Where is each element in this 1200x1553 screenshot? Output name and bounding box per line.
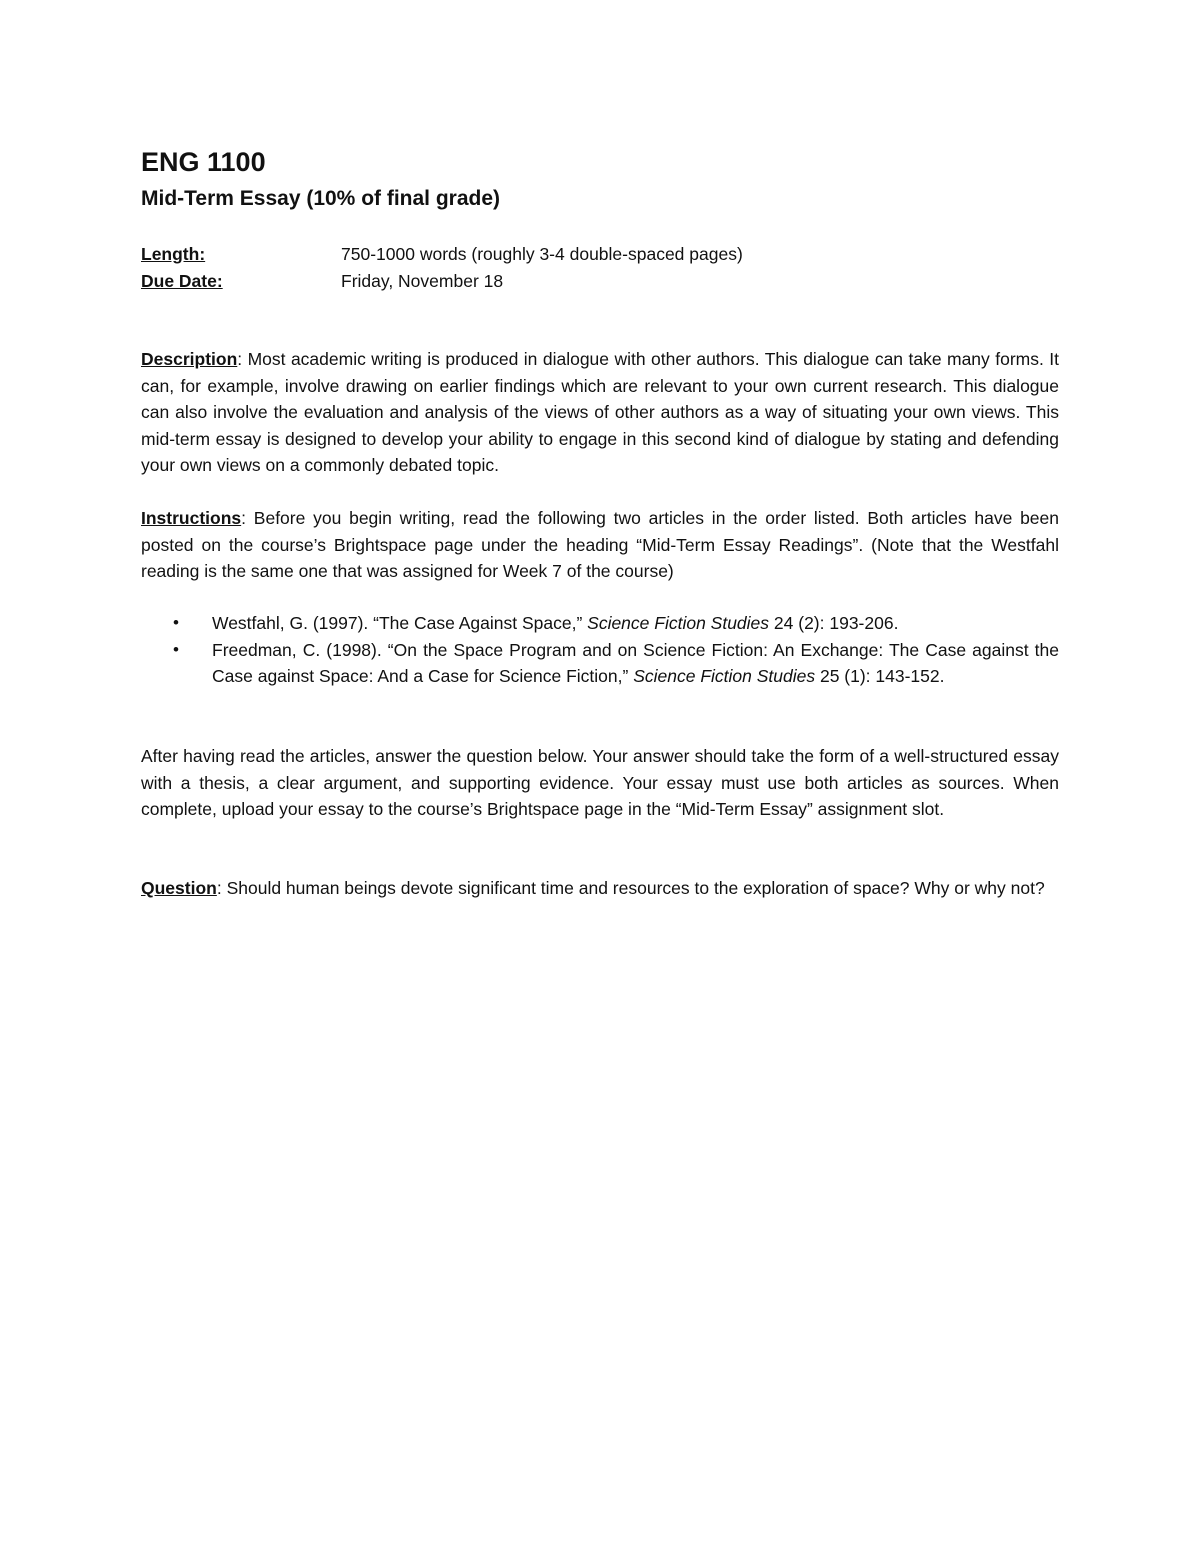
question-text: : Should human beings devote significant time and resources to the exploration of space? Why or why not? (216, 878, 1045, 898)
due-date-value: Friday, November 18 (341, 271, 504, 291)
assignment-title: Mid-Term Essay (10% of final grade) (141, 187, 501, 210)
bullet-icon: • (173, 613, 179, 632)
document-page (141, 0, 1061, 1553)
reference-citation: Westfahl, G. (1997). “The Case Against Space,” (212, 613, 588, 633)
description-label: Description (141, 349, 238, 369)
description-paragraph (141, 346, 1059, 479)
instructions-label: Instructions (141, 508, 242, 528)
length-value: 750-1000 words (roughly 3-4 double-spaced pages) (341, 244, 743, 264)
reference-journal: Science Fiction Studies (633, 666, 816, 686)
description-text: : Most academic writing is produced in dialogue with other authors. This dialogue can take many forms. It can, for example, involve drawing on earlier findings which are relevant to your own current research. This dialogue can also involve the evaluation and analysis of the views of other authors as a way of situating your own views. This mid-term essay is designed to develop your ability to engage in this second kind of dialogue by stating and defending your own views on a commonly debated topic. (141, 349, 1059, 475)
due-date-label: Due Date: (141, 271, 223, 291)
question-label: Question (141, 878, 217, 898)
reference-volume-pages: 24 (2): 193-206. (769, 613, 899, 633)
length-label: Length: (141, 244, 206, 264)
reference-list (141, 610, 1059, 690)
instructions-text: : Before you begin writing, read the following two articles in the order listed. Both articles have been posted on the course’s Brightspace page under the heading “Mid-Term Essay Readings”. (Note that the Westfahl reading is the same one that was assigned for Week 7 of the course) (141, 508, 1059, 581)
bullet-icon: • (173, 639, 179, 659)
instructions-paragraph (141, 505, 1059, 585)
reference-journal: Science Fiction Studies (587, 613, 770, 633)
reference-citation: Freedman, C. (1998). “On the Space Program and on Science Fiction: An Exchange: The Case against the Case against Space: And a Case for Science Fiction,” (212, 639, 1059, 686)
course-title: ENG 1100 (141, 147, 266, 177)
reference-volume-pages: 25 (1): 143-152. (815, 666, 945, 686)
question-paragraph (141, 875, 1059, 902)
reference-item (141, 610, 1059, 637)
after-reading-paragraph: After having read the articles, answer the question below. Your answer should take the form of a well-structured essay with a thesis, a clear argument, and supporting evidence. Your essay must use both articles as sources. When complete, upload your essay to the course’s Brightspace page in the “Mid-Term Essay” assignment slot. (141, 746, 1059, 819)
reference-item (141, 637, 1059, 690)
